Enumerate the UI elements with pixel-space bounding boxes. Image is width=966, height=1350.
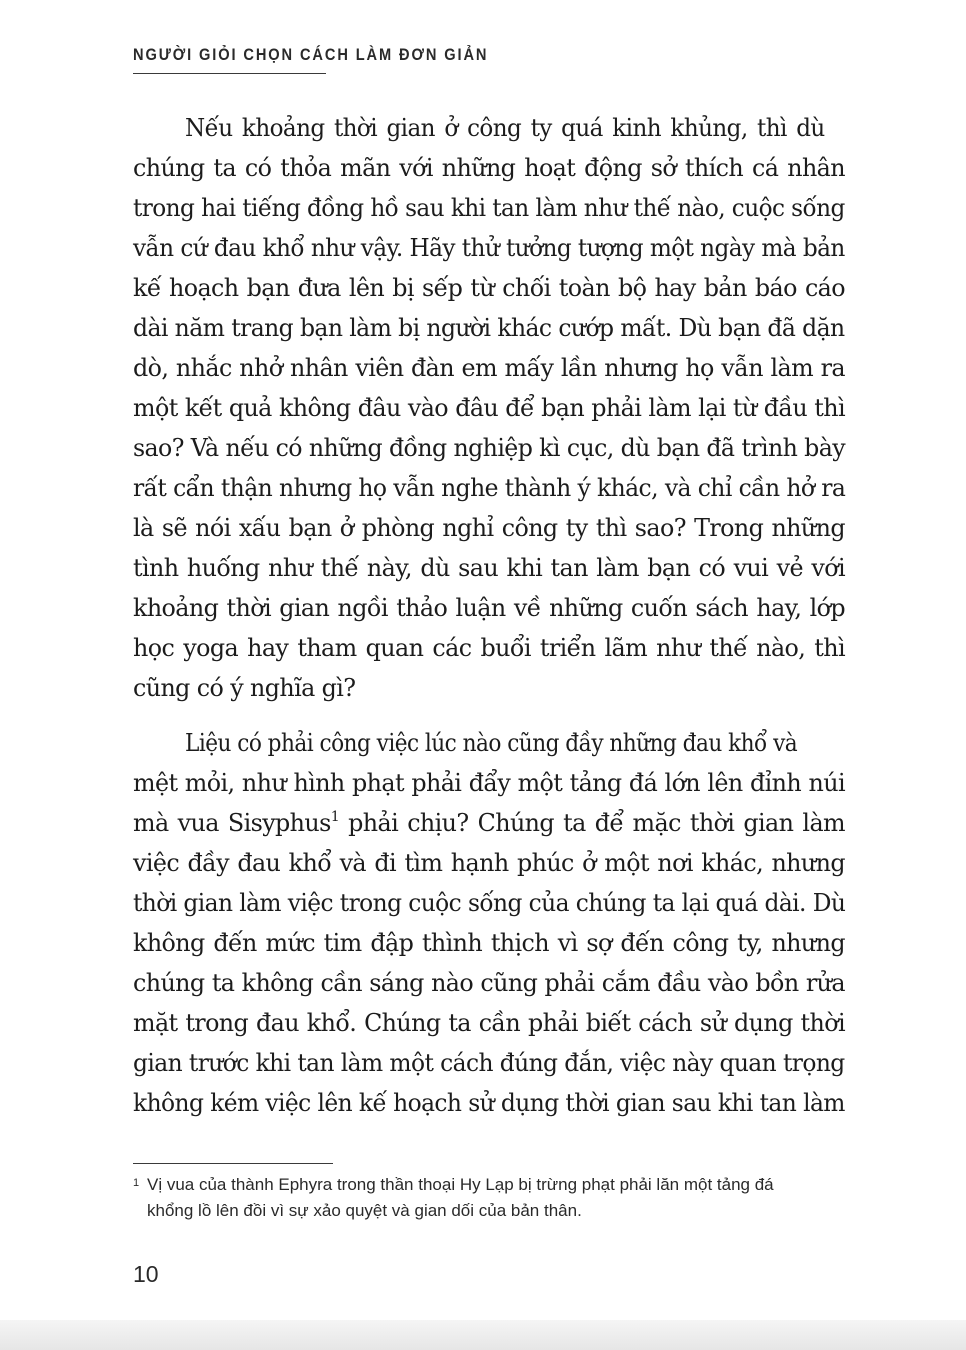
- footnote-body: [147, 1172, 845, 1224]
- header-rule: [133, 73, 326, 74]
- paragraph-1: [133, 108, 845, 708]
- text-line: chúng ta không cần sáng nào cũng phải cắm đầu vào bồn rửa: [133, 969, 845, 997]
- text-line: học yoga hay tham quan các buổi triển lãm như thế nào, thì: [133, 634, 845, 662]
- text-line: dò, nhắc nhở nhân viên đàn em mấy lần nhưng họ vẫn làm ra: [133, 354, 845, 382]
- text-segment: phải chịu? Chúng ta để mặc thời gian làm: [339, 809, 845, 837]
- text-line: khoảng thời gian ngồi thảo luận về những cuốn sách hay, lớp: [133, 594, 845, 622]
- footnote-line: khổng lồ lên đồi vì sự xảo quyệt và gian dối của bản thân.: [147, 1201, 582, 1220]
- text-line: kế hoạch bạn đưa lên bị sếp từ chối toàn bộ hay bản báo cáo: [133, 274, 845, 302]
- text-line: việc đầy đau khổ và đi tìm hạnh phúc ở một nơi khác, nhưng: [133, 849, 845, 877]
- paragraph-2: [133, 723, 845, 1123]
- text-line: [133, 803, 845, 843]
- text-line: Nếu khoảng thời gian ở công ty quá kinh khủng, thì dù: [185, 114, 825, 142]
- footnote-line: Vị vua của thành Ephyra trong thần thoại Hy Lạp bị trừng phạt phải lăn một tảng đá: [147, 1175, 774, 1194]
- page-number: 10: [133, 1261, 159, 1287]
- text-segment: mà vua Sisyphus: [133, 809, 331, 837]
- text-line: cũng có ý nghĩa gì?: [133, 674, 356, 702]
- page-bottom-edge: [0, 1320, 966, 1350]
- text-line: mặt trong đau khổ. Chúng ta cần phải biết cách sử dụng thời: [133, 1009, 845, 1037]
- text-line: thời gian làm việc trong cuộc sống của chúng ta lại quá dài. Dù: [133, 889, 846, 917]
- text-line: mệt mỏi, như hình phạt phải đẩy một tảng đá lớn lên đỉnh núi: [133, 769, 845, 797]
- running-header: NGƯỜI GIỎI CHỌN CÁCH LÀM ĐƠN GIẢN: [133, 45, 489, 64]
- text-line: một kết quả không đâu vào đâu để bạn phải làm lại từ đầu thì: [133, 394, 845, 422]
- body-text: [133, 108, 845, 1123]
- text-line: trong hai tiếng đồng hồ sau khi tan làm như thế nào, cuộc sống: [133, 194, 845, 222]
- text-line: tình huống như thế này, dù sau khi tan làm bạn có vui vẻ với: [133, 554, 845, 582]
- text-line: chúng ta có thỏa mãn với những hoạt động sở thích cá nhân: [133, 154, 845, 182]
- footnote-number: 1: [133, 1177, 140, 1189]
- text-line: vẫn cứ đau khổ như vậy. Hãy thử tưởng tượng một ngày mà bản: [133, 234, 845, 262]
- text-line: là sẽ nói xấu bạn ở phòng nghỉ công ty thì sao? Trong những: [133, 514, 845, 542]
- text-line: rất cẩn thận nhưng họ vẫn nghe thành ý khác, và chỉ cần hở ra: [133, 474, 846, 502]
- text-line: sao? Và nếu có những đồng nghiệp kì cục, dù bạn đã trình bày: [133, 434, 846, 462]
- text-line: gian trước khi tan làm một cách đúng đắn, việc này quan trọng: [133, 1049, 845, 1077]
- text-line: dài năm trang bạn làm bị người khác cướp mất. Dù bạn đã dặn: [133, 314, 845, 342]
- text-line: không đến mức tim đập thình thịch vì sợ đến công ty, nhưng: [133, 929, 845, 957]
- footnote-reference[interactable]: 1: [330, 809, 340, 826]
- text-line: Liệu có phải công việc lúc nào cũng đầy những đau khổ và: [185, 729, 798, 757]
- footnote: [133, 1172, 845, 1224]
- footnote-rule: [133, 1163, 333, 1164]
- text-line: không kém việc lên kế hoạch sử dụng thời gian sau khi tan làm: [133, 1089, 845, 1117]
